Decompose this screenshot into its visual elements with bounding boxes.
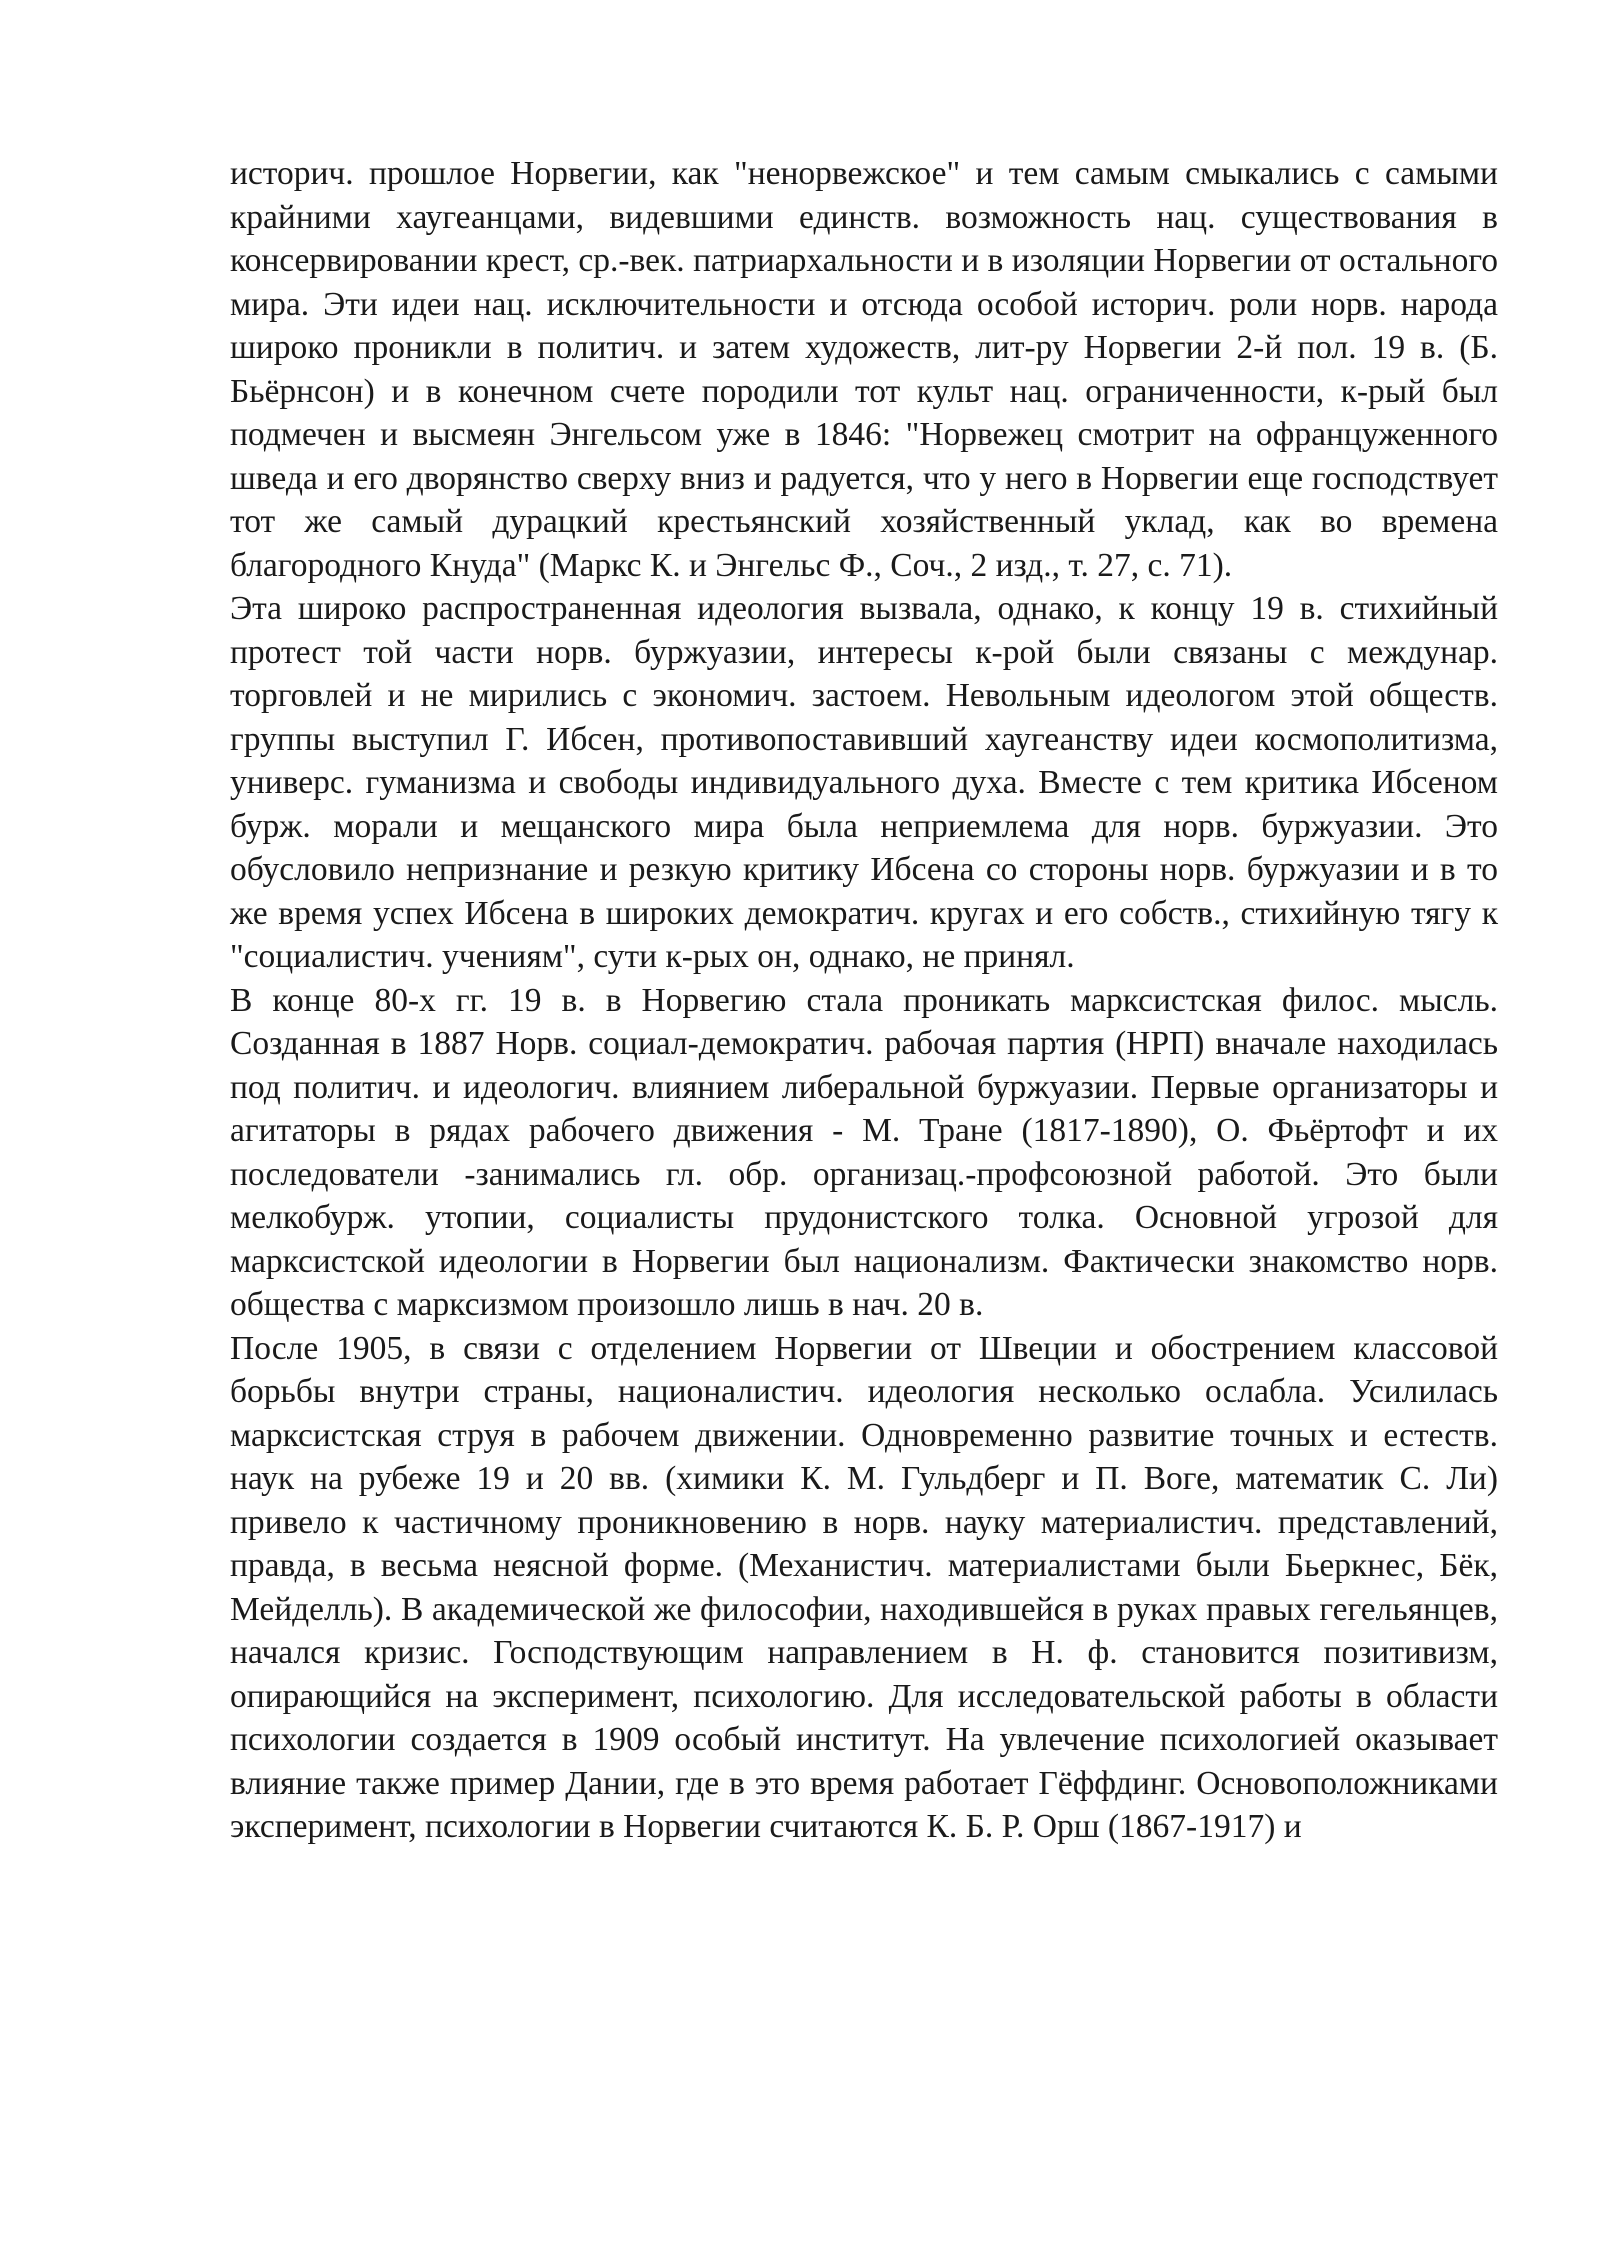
document-body — [230, 152, 1498, 1849]
paragraph-2: Эта широко распространенная идеология вызвала, однако, к концу 19 в. стихийный протест той части норв. буржуазии, интересы к-рой были связаны с междунар. торговлей и не мирились с экономич. застоем. Невольным идеологом этой обществ. группы выступил Г. Ибсен, противопоставивший хаугеанству идеи космополитизма, универс. гуманизма и свободы индивидуального духа. Вместе с тем критика Ибсеном бурж. морали и мещанского мира была неприемлема для норв. буржуазии. Это обусловило непризнание и резкую критику Ибсена со стороны норв. буржуазии и в то же время успех Ибсена в широких демократич. кругах и его собств., стихийную тягу к "социалистич. учениям", сути к-рых он, однако, не принял. — [230, 590, 1498, 975]
paragraph-4: После 1905, в связи с отделением Норвегии от Швеции и обострением классовой борьбы внутри страны, националистич. идеология несколько ослабла. Усилилась марксистская струя в рабочем движении. Одновременно развитие точных и естеств. наук на рубеже 19 и 20 вв. (химики К. М. Гульдберг и П. Воге, математик С. Ли) привело к частичному проникновению в норв. науку материалистич. представлений, правда, в весьма неясной форме. (Механистич. материалистами были Бьеркнес, Бёк, Мейделль). В академической же философии, находившейся в руках правых гегельянцев, начался кризис. Господствующим направлением в Н. ф. становится позитивизм, опирающийся на эксперимент, психологию. Для исследовательской работы в области психологии создается в 1909 особый институт. На увлечение психологией оказывает влияние также пример Дании, где в это время работает Гёффдинг. Основоположниками эксперимент, психологии в Норвегии считаются К. Б. Р. Орш (1867-1917) и — [230, 1329, 1498, 1845]
paragraph-3: В конце 80-х гг. 19 в. в Норвегию стала проникать марксистская филос. мысль. Созданная в 1887 Норв. социал-демократич. рабочая партия (НРП) вначале находилась под политич. и идеологич. влиянием либеральной буржуазии. Первые организаторы и агитаторы в рядах рабочего движения - М. Тране (1817-1890), О. Фьёртофт и их последователи -занимались гл. обр. организац.-профсоюзной работой. Это были мелкобурж. утопии, социалисты прудонистского толка. Основной угрозой для марксистской идеологии в Норвегии был национализм. Фактически знакомство норв. общества с марксизмом произошло лишь в нач. 20 в. — [230, 981, 1498, 1323]
paragraph-1: историч. прошлое Норвегии, как "ненорвежское" и тем самым смыкались с самыми крайними хаугеанцами, видевшими единств. возможность нац. существования в консервировании крест, ср.-век. патриархальности и в изоляции Норвегии от остального мира. Эти идеи нац. исключительности и отсюда особой историч. роли норв. народа широко проникли в политич. и затем художеств, лит-ру Норвегии 2-й пол. 19 в. (Б. Бьёрнсон) и в конечном счете породили тот культ нац. ограниченности, к-рый был подмечен и высмеян Энгельсом уже в 1846: "Норвежец смотрит на офранцуженного шведа и его дворянство сверху вниз и радуется, что у него в Норвегии еще господствует тот же самый дурацкий крестьянский хозяйственный уклад, как во времена благородного Кнуда" (Маркс К. и Энгельс Ф., Соч., 2 изд., т. 27, с. 71). — [230, 155, 1498, 584]
